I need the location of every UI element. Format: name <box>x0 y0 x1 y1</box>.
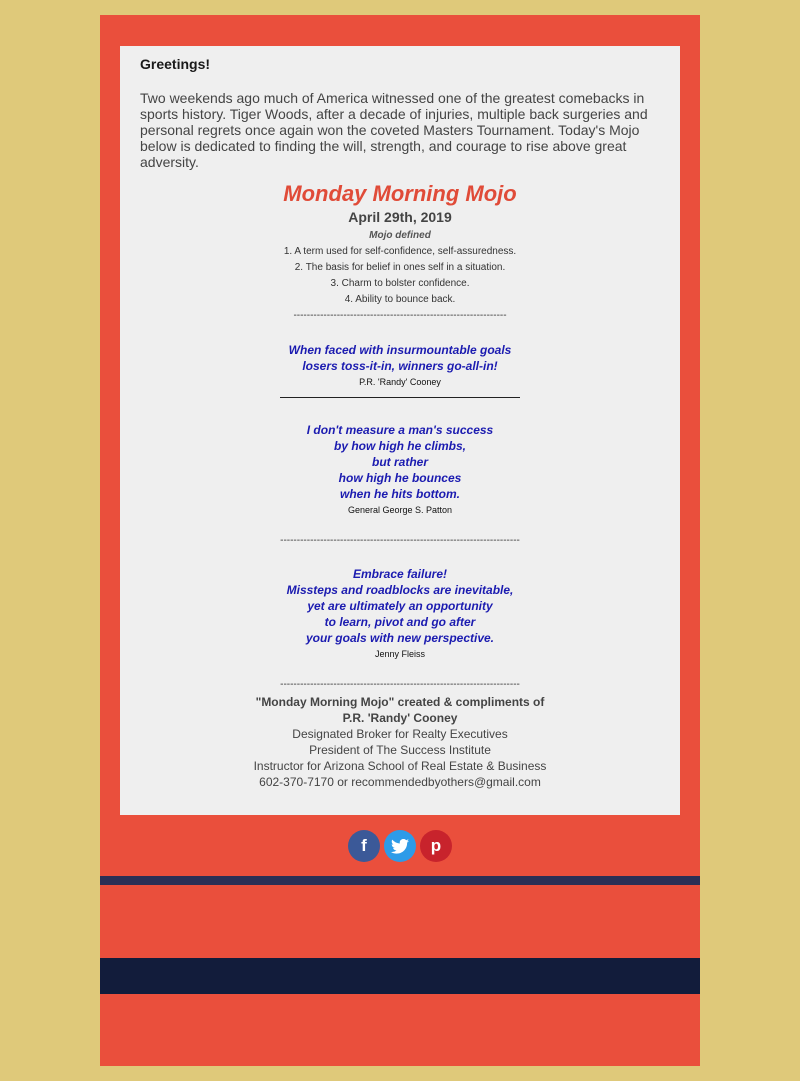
quote-line: When faced with insurmountable goals <box>288 343 512 357</box>
quote-line: when he hits bottom. <box>340 487 460 501</box>
footer-band-dark <box>100 958 700 994</box>
definition-item: 2. The basis for belief in ones self in a situation. <box>294 262 506 273</box>
signature-line: "Monday Morning Mojo" created & compliments of <box>255 695 545 709</box>
divider: ------------------------------------------------------------------------ <box>280 679 520 690</box>
quote-line: to learn, pivot and go after <box>324 615 476 629</box>
definition-list <box>120 244 680 308</box>
signature-title: Designated Broker for Realty Executives <box>292 727 508 741</box>
signature-block <box>120 694 680 726</box>
signature-details <box>120 726 680 790</box>
greeting: Greetings! <box>140 56 211 72</box>
quote-line: how high he bounces <box>338 471 462 485</box>
intro-paragraph: Two weekends ago much of America witnessed one of the greatest comebacks in sports history. Tiger Woods, after a decade of injuries, multiple back surgeries and personal regrets once again won the coveted Masters Tournament. Today's Mojo below is dedicated to finding the will, strength, and courage to rise above great adversity. <box>140 90 648 170</box>
quote-line: your goals with new perspective. <box>305 631 495 645</box>
quote-1-author: P.R. 'Randy' Cooney <box>359 377 441 387</box>
quote-line: by how high he climbs, <box>333 439 466 453</box>
quote-line: Missteps and roadblocks are inevitable, <box>286 583 514 597</box>
divider: ---------------------------------------------------------------- <box>293 310 507 321</box>
signature-name: P.R. 'Randy' Cooney <box>342 711 458 725</box>
newsletter-title: Monday Morning Mojo <box>283 181 517 206</box>
quote-line: Embrace failure! <box>352 567 448 581</box>
issue-date: April 29th, 2019 <box>348 209 452 225</box>
pinterest-icon[interactable]: p <box>420 830 452 862</box>
quote-2 <box>120 422 680 502</box>
quote-line: but rather <box>371 455 428 469</box>
signature-title: Instructor for Arizona School of Real Estate & Business <box>253 759 547 773</box>
content-card <box>120 46 680 815</box>
quote-line: losers toss-it-in, winners go-all-in! <box>302 359 498 373</box>
twitter-bird-glyph <box>391 839 409 854</box>
definition-item: 3. Charm to bolster confidence. <box>330 278 470 289</box>
quote-line: yet are ultimately an opportunity <box>307 599 493 613</box>
quote-2-author: General George S. Patton <box>347 505 453 515</box>
definition-item: 4. Ability to bounce back. <box>344 294 456 305</box>
divider-line <box>280 397 520 398</box>
twitter-icon[interactable] <box>384 830 416 862</box>
email-frame <box>100 15 700 1066</box>
contact-info[interactable]: 602-370-7170 or recommendedbyothers@gmail.com <box>259 775 541 789</box>
facebook-icon[interactable]: f <box>348 830 380 862</box>
definition-heading: Mojo defined <box>369 230 431 241</box>
signature-title: President of The Success Institute <box>309 743 491 757</box>
quote-line: I don't measure a man's success <box>306 423 494 437</box>
footer-band <box>100 876 700 885</box>
quote-1 <box>120 342 680 374</box>
social-links <box>100 830 700 862</box>
quote-3 <box>120 566 680 646</box>
divider: ------------------------------------------------------------------------ <box>280 535 520 546</box>
quote-3-author: Jenny Fleiss <box>374 649 426 659</box>
definition-item: 1. A term used for self-confidence, self-assuredness. <box>283 246 517 257</box>
